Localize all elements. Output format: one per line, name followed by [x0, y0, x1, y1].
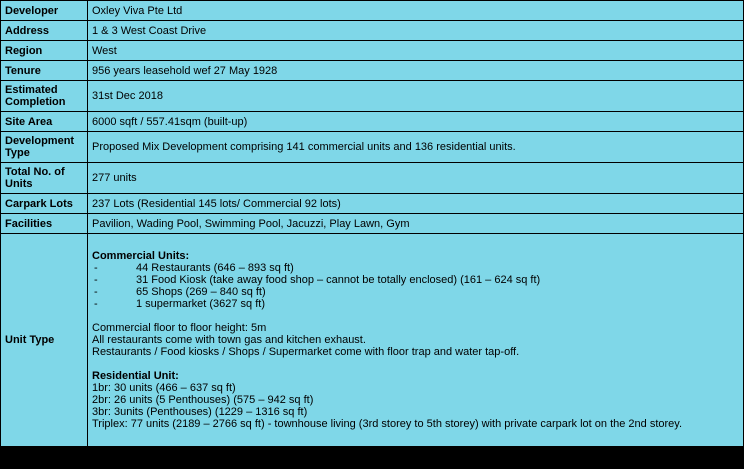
commercial-item	[92, 262, 739, 274]
value-unit-type	[88, 234, 744, 447]
row-tenure	[1, 61, 744, 81]
residential-item: 1br: 30 units (466 – 637 sq ft)	[92, 382, 236, 394]
row-developer	[1, 1, 744, 21]
unit-type-details	[92, 248, 739, 432]
value-total-units: 277 units	[88, 163, 744, 194]
label-address: Address	[1, 21, 88, 41]
label-developer: Developer	[1, 1, 88, 21]
residential-item: Triplex: 77 units (2189 – 2766 sq ft) - townhouse living (3rd storey to 5th storey) with private carpark lot on the 2nd storey.	[92, 418, 683, 430]
commercial-item-text: 44 Restaurants (646 – 893 sq ft)	[136, 262, 294, 274]
commercial-item-text: 1 supermarket (3627 sq ft)	[136, 298, 266, 310]
residential-item: 3br: 3units (Penthouses) (1229 – 1316 sq ft)	[92, 406, 308, 418]
residential-heading: Residential Unit:	[92, 370, 179, 382]
value-carpark-lots: 237 Lots (Residential 145 lots/ Commercial 92 lots)	[88, 194, 744, 214]
commercial-item	[92, 274, 739, 286]
value-estimated-completion: 31st Dec 2018	[88, 81, 744, 112]
row-total-units	[1, 163, 744, 194]
note-line: Restaurants / Food kiosks / Shops / Supermarket come with floor trap and water tap-off.	[92, 346, 520, 358]
row-address	[1, 21, 744, 41]
label-total-units: Total No. of Units	[1, 163, 88, 194]
label-estimated-completion: Estimated Completion	[1, 81, 88, 112]
note-line: Commercial floor to floor height: 5m	[92, 322, 267, 334]
label-unit-type: Unit Type	[1, 234, 88, 447]
commercial-item	[92, 286, 739, 298]
label-development-type: Development Type	[1, 132, 88, 163]
residential-item: 2br: 26 units (5 Penthouses) (575 – 942 sq ft)	[92, 394, 314, 406]
value-address: 1 & 3 West Coast Drive	[88, 21, 744, 41]
commercial-item	[92, 298, 739, 310]
row-site-area	[1, 112, 744, 132]
spacer	[92, 310, 739, 322]
row-facilities	[1, 214, 744, 234]
value-development-type: Proposed Mix Development comprising 141 commercial units and 136 residential units.	[88, 132, 744, 163]
row-development-type	[1, 132, 744, 163]
value-developer: Oxley Viva Pte Ltd	[88, 1, 744, 21]
row-estimated-completion	[1, 81, 744, 112]
value-region: West	[88, 41, 744, 61]
label-carpark-lots: Carpark Lots	[1, 194, 88, 214]
commercial-item-text: 65 Shops (269 – 840 sq ft)	[136, 286, 266, 298]
label-site-area: Site Area	[1, 112, 88, 132]
value-tenure: 956 years leasehold wef 27 May 1928	[88, 61, 744, 81]
value-facilities: Pavilion, Wading Pool, Swimming Pool, Jacuzzi, Play Lawn, Gym	[88, 214, 744, 234]
label-facilities: Facilities	[1, 214, 88, 234]
row-carpark-lots	[1, 194, 744, 214]
commercial-item-text: 31 Food Kiosk (take away food shop – cannot be totally enclosed) (161 – 624 sq ft)	[136, 274, 541, 286]
bullet-dash: -	[94, 262, 98, 274]
spacer	[92, 358, 739, 370]
bullet-dash: -	[94, 298, 98, 310]
note-line: All restaurants come with town gas and kitchen exhaust.	[92, 334, 366, 346]
bullet-dash: -	[94, 286, 98, 298]
row-unit-type	[1, 234, 744, 447]
bullet-dash: -	[94, 274, 98, 286]
value-site-area: 6000 sqft / 557.41sqm (built-up)	[88, 112, 744, 132]
row-region	[1, 41, 744, 61]
label-tenure: Tenure	[1, 61, 88, 81]
commercial-heading: Commercial Units:	[92, 250, 190, 262]
label-region: Region	[1, 41, 88, 61]
